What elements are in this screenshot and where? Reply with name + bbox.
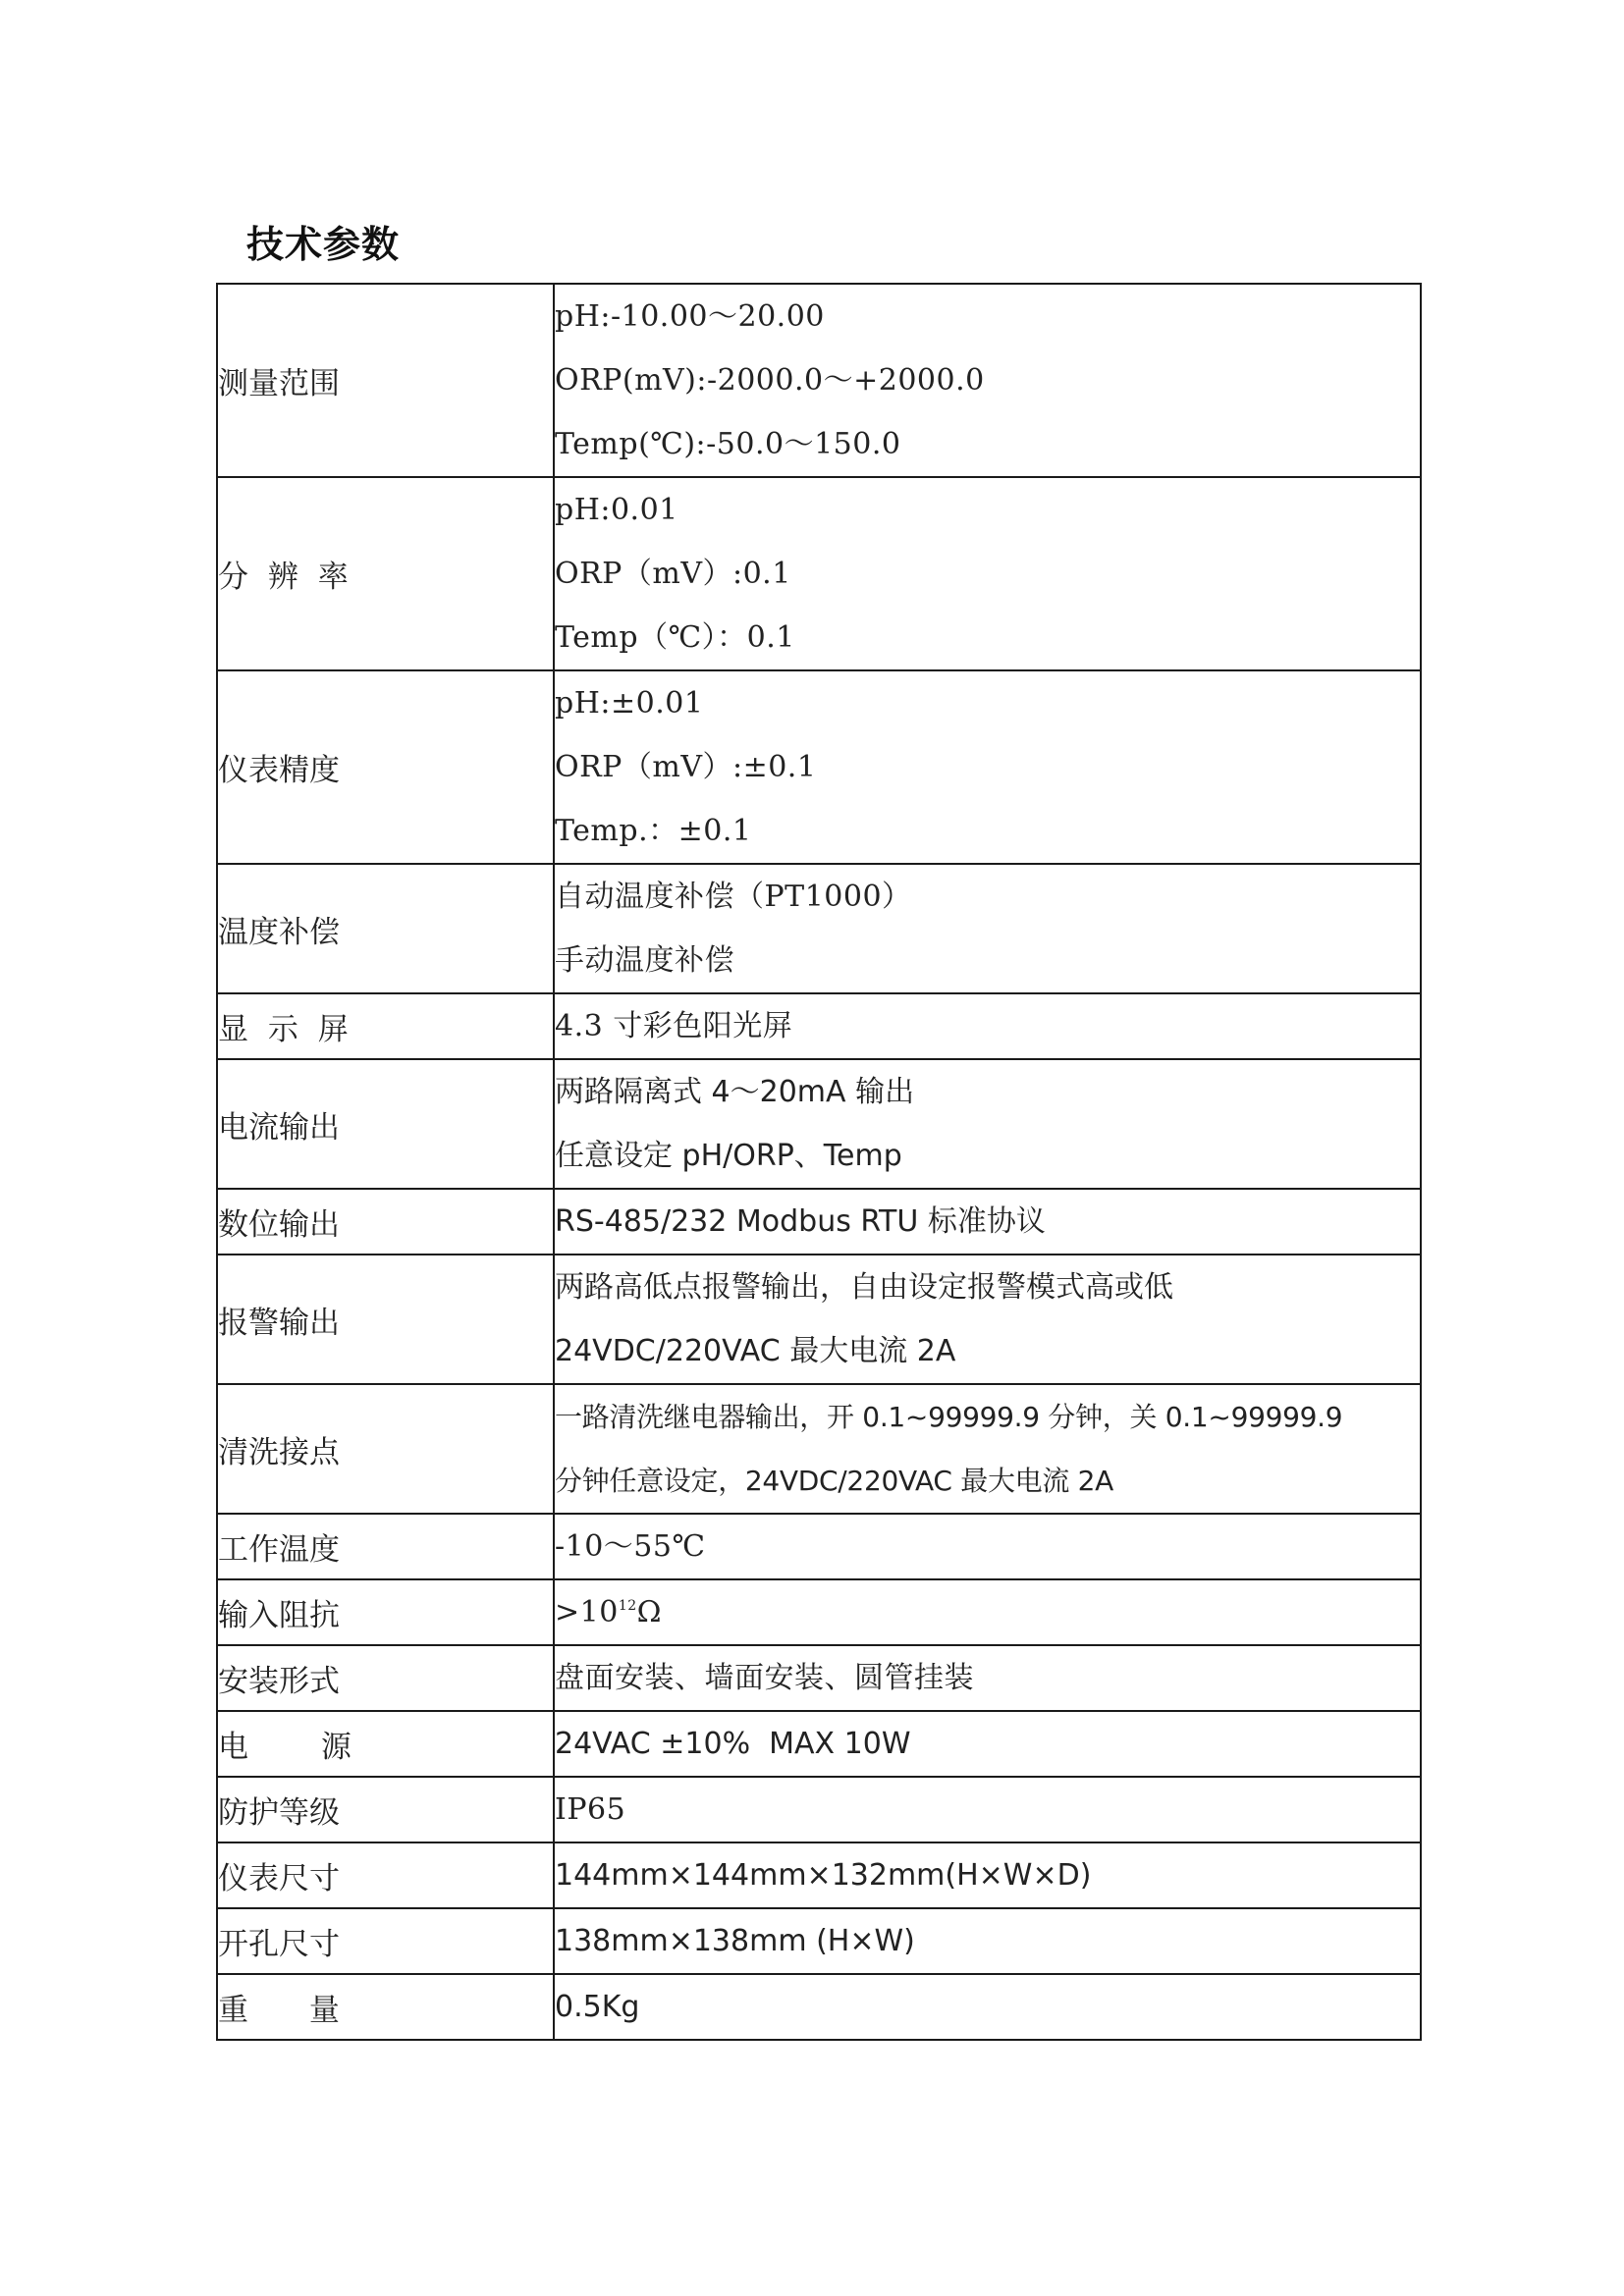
param-value (554, 1384, 1421, 1514)
param-label: 报警输出 (217, 1255, 554, 1384)
impedance-unit: Ω (636, 1595, 663, 1629)
value-line: 0.5Kg (555, 1990, 640, 2024)
param-value (554, 1189, 1421, 1255)
param-label: 安装形式 (217, 1645, 554, 1711)
param-value (554, 993, 1421, 1059)
value-line: pH:±0.01 (555, 686, 704, 721)
value-line: Temp（℃）：0.1 (555, 620, 795, 655)
param-value (554, 1514, 1421, 1579)
param-label: 电 源 (217, 1711, 554, 1777)
param-label: 仪表尺寸 (217, 1842, 554, 1908)
value-line: 盘面安装、墙面安装、圆管挂装 (555, 1661, 974, 1695)
impedance-exponent: 12 (618, 1598, 637, 1614)
param-label: 分 辨 率 (217, 477, 554, 670)
table-row (217, 1384, 1421, 1514)
value-line: 手动温度补偿 (555, 943, 734, 978)
param-label: 仪表精度 (217, 670, 554, 864)
value-line: 144mm×144mm×132mm(H×W×D) (555, 1858, 1092, 1893)
value-line: 138mm×138mm (H×W) (555, 1924, 915, 1958)
param-label: 工作温度 (217, 1514, 554, 1579)
page-title: 技术参数 (246, 223, 401, 266)
param-value (554, 864, 1421, 993)
param-value (554, 1579, 1421, 1645)
table-row (217, 284, 1421, 477)
param-value (554, 1777, 1421, 1842)
table-row (217, 1711, 1421, 1777)
table-row (217, 1059, 1421, 1189)
param-value (554, 477, 1421, 670)
value-line: 24VDC/220VAC 最大电流 2A (555, 1334, 956, 1368)
param-value (554, 1059, 1421, 1189)
value-line (555, 1580, 1420, 1644)
value-line: 自动温度补偿（PT1000） (555, 880, 912, 914)
value-line: Temp.：±0.1 (555, 814, 752, 848)
param-label: 测量范围 (217, 284, 554, 477)
table-row (217, 1579, 1421, 1645)
param-value (554, 1974, 1421, 2040)
param-label: 数位输出 (217, 1189, 554, 1255)
table-row (217, 1842, 1421, 1908)
value-line: ORP（mV）:0.1 (555, 557, 791, 591)
table-row (217, 1645, 1421, 1711)
param-value (554, 1842, 1421, 1908)
value-line: -10～55℃ (555, 1529, 706, 1564)
table-row (217, 1777, 1421, 1842)
table-row (217, 1255, 1421, 1384)
value-line: RS-485/232 Modbus RTU 标准协议 (555, 1204, 1046, 1239)
value-line: ORP(mV):-2000.0～+2000.0 (555, 363, 985, 398)
table-row (217, 477, 1421, 670)
table-row (217, 670, 1421, 864)
param-label: 防护等级 (217, 1777, 554, 1842)
table-row (217, 1974, 1421, 2040)
table-row (217, 864, 1421, 993)
value-line: ORP（mV）:±0.1 (555, 750, 817, 784)
param-value (554, 1908, 1421, 1974)
spec-table (216, 283, 1422, 2041)
table-row (217, 993, 1421, 1059)
value-line: 24VAC ±10% MAX 10W (555, 1727, 911, 1761)
value-line: 两路隔离式 4～20mA 输出 (555, 1075, 915, 1109)
param-label: 开孔尺寸 (217, 1908, 554, 1974)
value-line: IP65 (555, 1792, 626, 1827)
param-value (554, 1645, 1421, 1711)
param-value (554, 284, 1421, 477)
param-label: 清洗接点 (217, 1384, 554, 1514)
param-label: 重 量 (217, 1974, 554, 2040)
param-label: 显 示 屏 (217, 993, 554, 1059)
value-line: 一路清洗继电器输出，开 0.1~99999.9 分钟，关 0.1~99999.9 (555, 1401, 1343, 1433)
param-label: 电流输出 (217, 1059, 554, 1189)
param-value (554, 1255, 1421, 1384)
value-line: 分钟任意设定，24VDC/220VAC 最大电流 2A (555, 1465, 1114, 1497)
value-line: pH:-10.00～20.00 (555, 299, 825, 334)
param-value (554, 670, 1421, 864)
table-row (217, 1908, 1421, 1974)
param-value (554, 1711, 1421, 1777)
value-line: Temp(℃):-50.0～150.0 (555, 427, 901, 461)
value-line: 任意设定 pH/ORP、Temp (555, 1139, 902, 1173)
param-label: 输入阻抗 (217, 1579, 554, 1645)
param-label: 温度补偿 (217, 864, 554, 993)
table-row (217, 1514, 1421, 1579)
value-line: pH:0.01 (555, 493, 678, 527)
impedance-prefix: >10 (555, 1595, 619, 1629)
table-row (217, 1189, 1421, 1255)
value-line: 两路高低点报警输出，自由设定报警模式高或低 (555, 1270, 1173, 1305)
value-line: 4.3 寸彩色阳光屏 (555, 1009, 793, 1043)
